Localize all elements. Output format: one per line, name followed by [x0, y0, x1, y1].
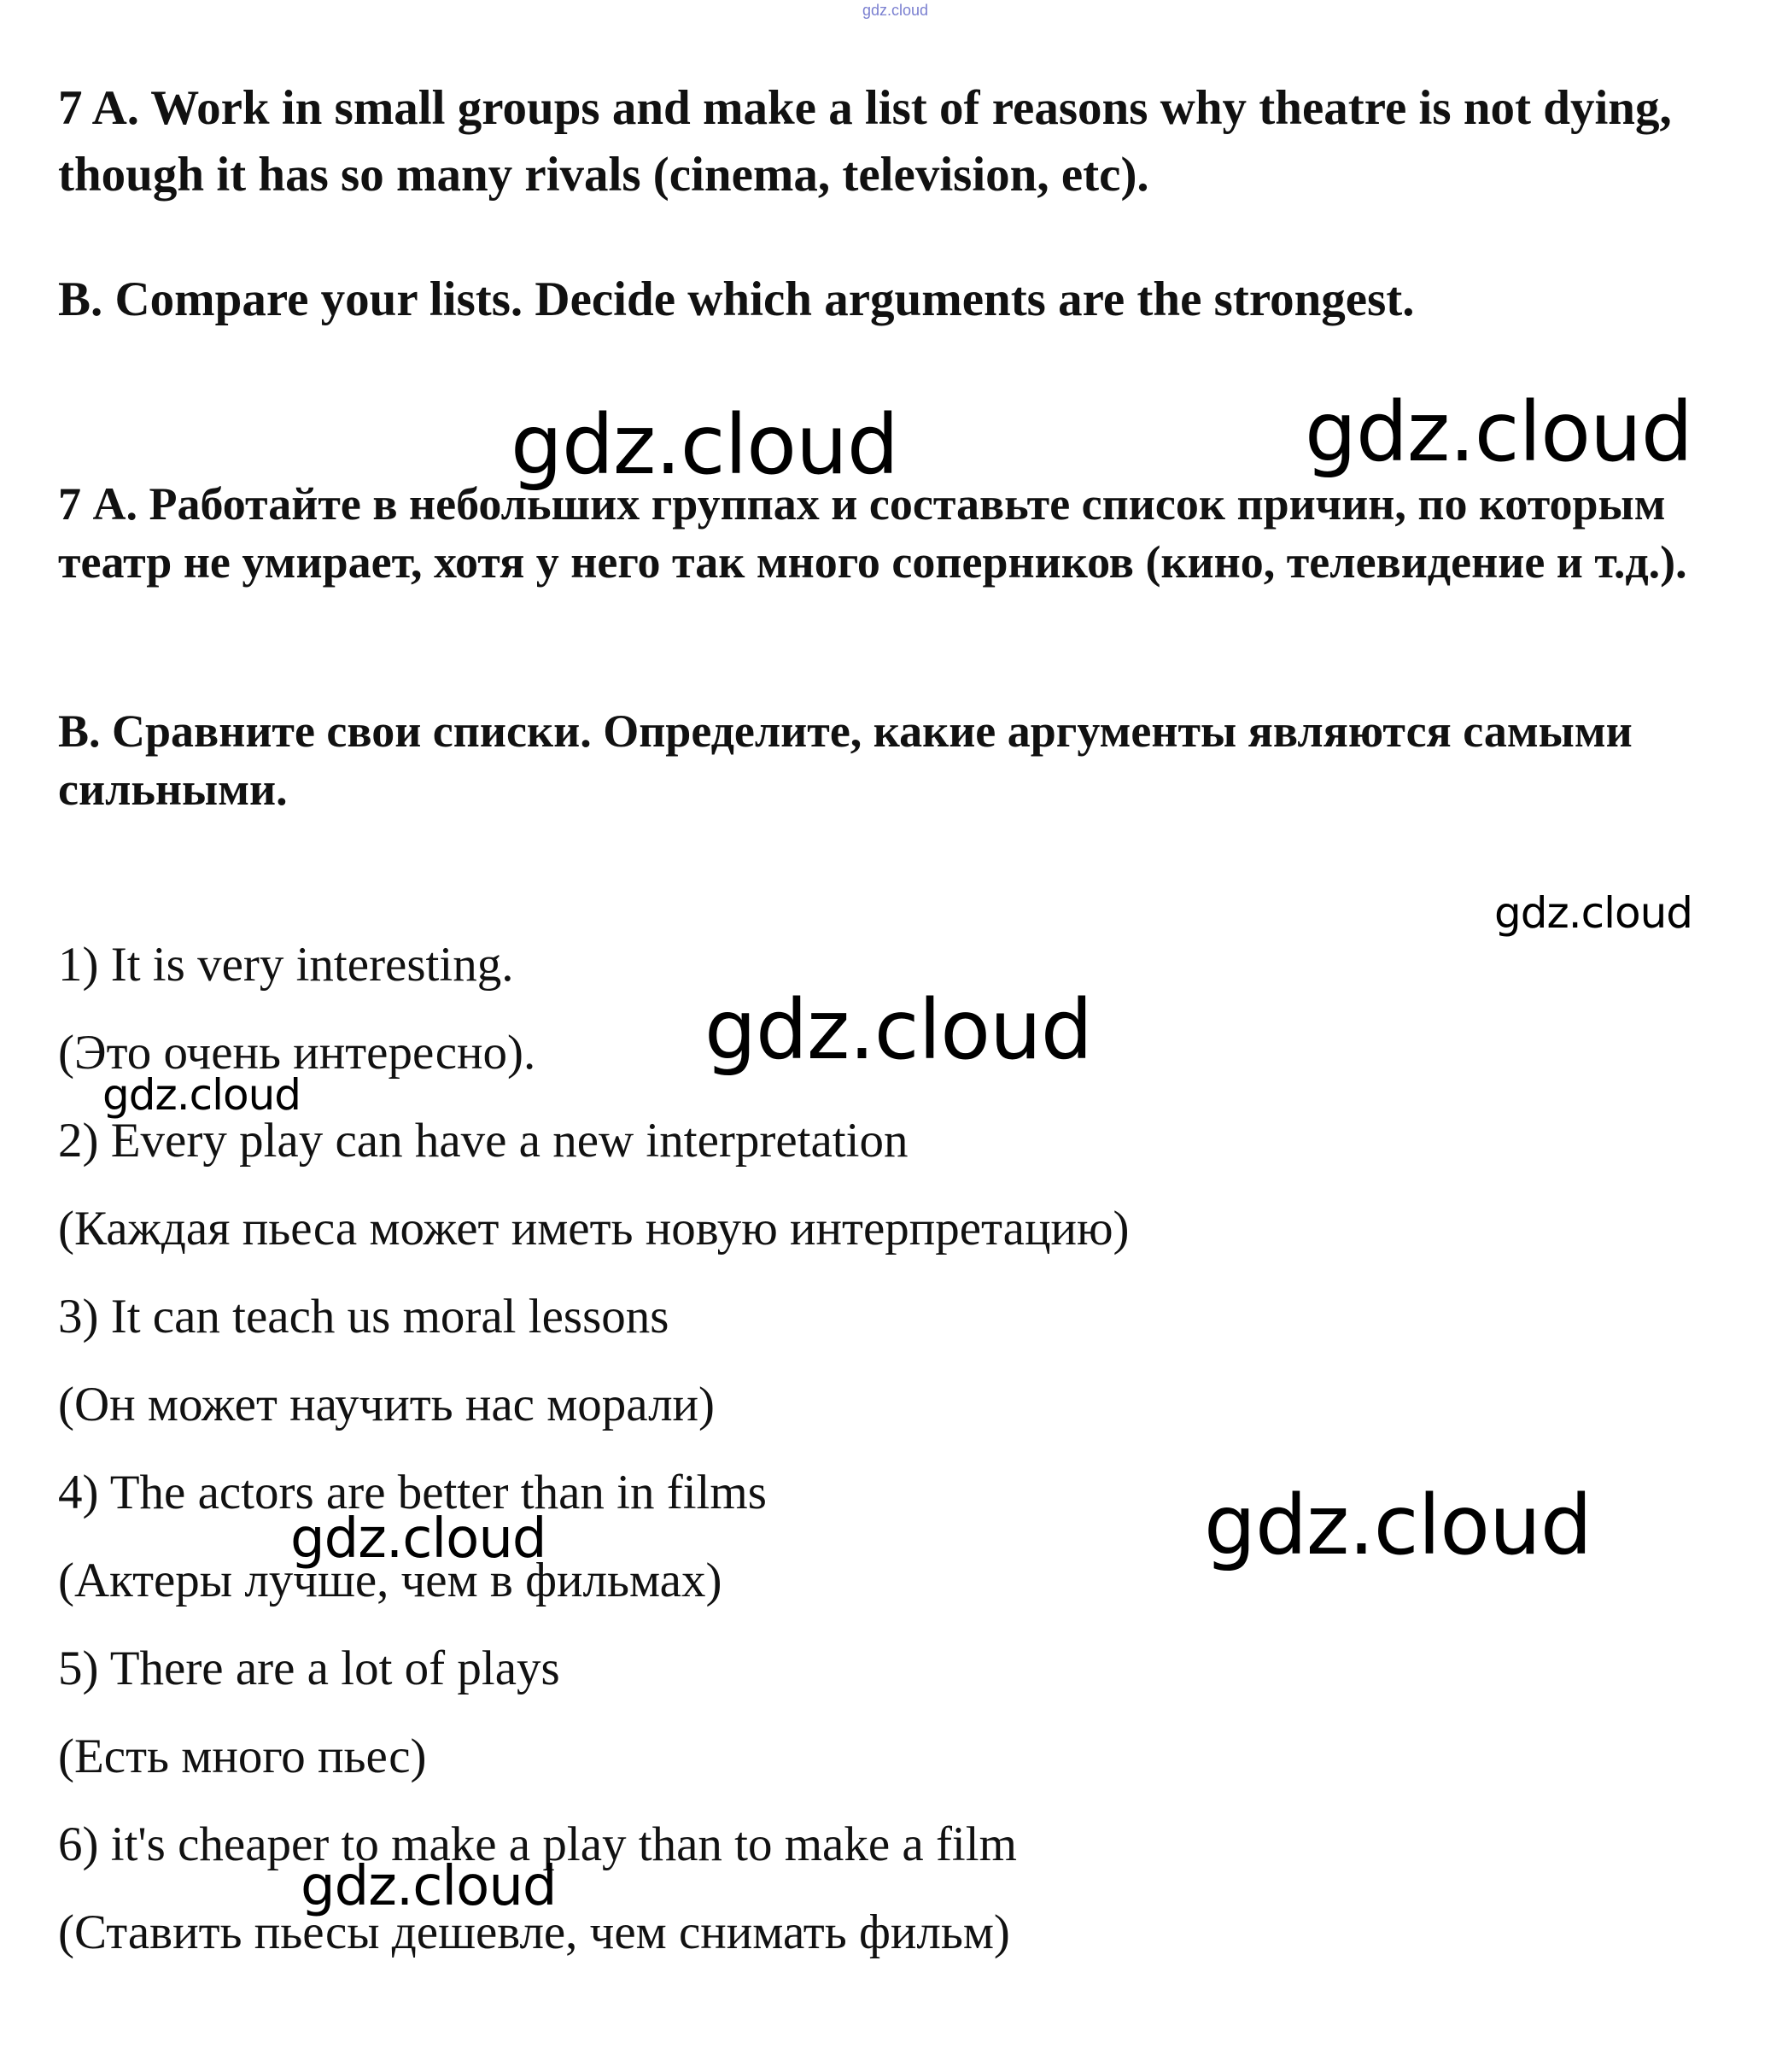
answer-1-en: 1) It is very interesting. — [58, 938, 514, 992]
answer-3-ru: (Он может научить нас морали) — [58, 1378, 716, 1431]
answer-2-ru: (Каждая пьеса может иметь новую интерпретацию) — [58, 1202, 1130, 1255]
watermark-3: gdz.cloud — [1494, 888, 1693, 938]
answer-1-ru: (Это очень интересно). — [58, 1026, 536, 1080]
watermark-1: gdz.cloud — [511, 397, 898, 493]
answer-5-en: 5) There are a lot of plays — [58, 1642, 560, 1695]
watermark-5: gdz.cloud — [102, 1070, 301, 1120]
watermark-4: gdz.cloud — [704, 982, 1092, 1078]
task-en-a: 7 A. Work in small groups and make a list of reasons why theatre is not dying, though it has so many rivals (cinema, television, etc). — [58, 81, 1672, 202]
answer-2-en: 2) Every play can have a new interpretation — [58, 1114, 909, 1168]
watermark-2: gdz.cloud — [1305, 384, 1692, 480]
answer-4-ru: (Актеры лучше, чем в фильмах) — [58, 1554, 722, 1607]
task-ru-b: B. Сравните свои списки. Определите, какие аргументы являются самыми сильными. — [58, 705, 1633, 815]
task-ru-a: 7 А. Работайте в небольших группах и составьте список причин, по которым театр не умирает, хотя у него так много соперников (кино, телевидение и т.д.). — [58, 478, 1687, 588]
answer-5-ru: (Есть много пьес) — [58, 1730, 427, 1783]
answer-4-en: 4) The actors are better than in films — [58, 1466, 767, 1519]
top-watermark: gdz.cloud — [862, 2, 929, 19]
answer-6-en: 6) it's cheaper to make a play than to make a film — [58, 1817, 1017, 1871]
watermark-6: gdz.cloud — [1204, 1478, 1592, 1573]
answer-3-en: 3) It can teach us moral lessons — [58, 1290, 669, 1343]
answer-6-ru: (Ставить пьесы дешевле, чем снимать фильм) — [58, 1905, 1010, 1959]
watermark-8: gdz.cloud — [301, 1855, 557, 1918]
watermark-7: gdz.cloud — [290, 1507, 546, 1571]
task-en-b: B. Compare your lists. Decide which arguments are the strongest. — [58, 272, 1415, 326]
